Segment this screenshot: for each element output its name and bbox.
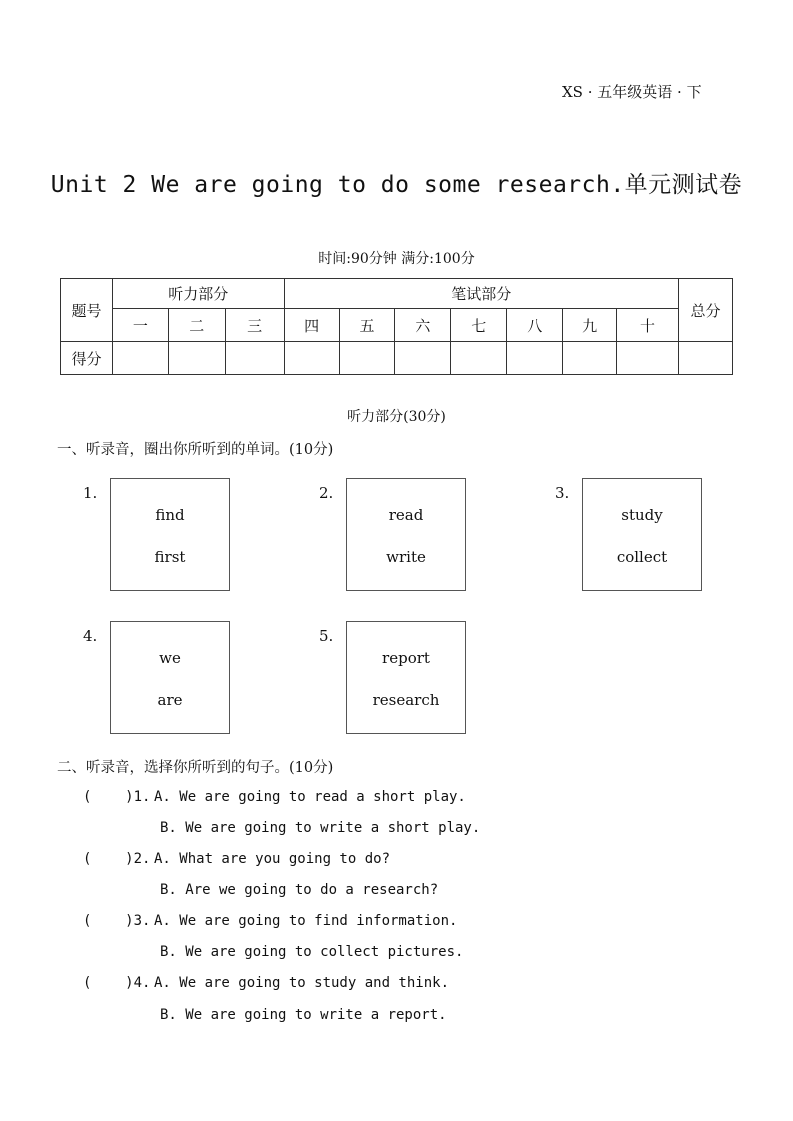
- q1-word-box: [346, 621, 466, 734]
- score-table-score-label: 得分: [61, 342, 113, 375]
- q1-word-option[interactable]: report: [382, 649, 430, 667]
- score-cell[interactable]: [507, 342, 563, 375]
- score-cell[interactable]: [563, 342, 617, 375]
- q1-word-option[interactable]: we: [159, 649, 181, 667]
- listening-section-title: 听力部分(30分): [347, 409, 446, 425]
- q2-answer-bracket[interactable]: ( )2.: [83, 851, 151, 867]
- q1-word-option[interactable]: find: [155, 506, 185, 524]
- score-table-listening-label: 听力部分: [112, 279, 284, 309]
- score-table-col: 七: [451, 309, 507, 342]
- score-table-col: 四: [284, 309, 339, 342]
- q1-word-box: [582, 478, 702, 591]
- score-cell[interactable]: [678, 342, 732, 375]
- q2-option-b: B. We are going to write a report.: [160, 1007, 447, 1023]
- q1-item-number: 1.: [83, 484, 98, 502]
- q1-word-option[interactable]: first: [154, 548, 186, 566]
- score-table-total-label: 总分: [678, 279, 732, 342]
- q1-word-option[interactable]: write: [386, 548, 426, 566]
- score-table-col: 三: [225, 309, 284, 342]
- time-info: 时间:90分钟 满分:100分: [318, 251, 475, 267]
- score-table-col: 一: [112, 309, 168, 342]
- score-table-number-label: 题号: [61, 279, 113, 342]
- q1-word-box: [110, 621, 230, 734]
- score-table-col: 二: [168, 309, 225, 342]
- q2-option-a: A. We are going to read a short play.: [154, 789, 466, 805]
- q2-option-b: B. Are we going to do a research?: [160, 882, 439, 898]
- q2-answer-bracket[interactable]: ( )3.: [83, 913, 151, 929]
- q2-answer-bracket[interactable]: ( )1.: [83, 789, 151, 805]
- q1-item-number: 4.: [83, 627, 98, 645]
- score-table-col: 六: [395, 309, 451, 342]
- q1-word-option[interactable]: research: [372, 691, 440, 709]
- q1-word-option[interactable]: study: [621, 506, 663, 524]
- q1-word-box: [346, 478, 466, 591]
- score-cell[interactable]: [168, 342, 225, 375]
- score-cell[interactable]: [451, 342, 507, 375]
- q2-answer-bracket[interactable]: ( )4.: [83, 975, 151, 991]
- q1-item-number: 5.: [319, 627, 334, 645]
- q2-option-b: B. We are going to write a short play.: [160, 820, 481, 836]
- q1-word-option[interactable]: read: [388, 506, 424, 524]
- q2-option-b: B. We are going to collect pictures.: [160, 944, 464, 960]
- q1-item-number: 3.: [555, 484, 570, 502]
- score-cell[interactable]: [284, 342, 339, 375]
- q2-option-a: A. What are you going to do?: [154, 851, 391, 867]
- q2-option-a: A. We are going to study and think.: [154, 975, 450, 991]
- q1-word-option[interactable]: collect: [616, 548, 668, 566]
- score-table-col: 五: [339, 309, 395, 342]
- q1-item-number: 2.: [319, 484, 334, 502]
- q1-word-box: [110, 478, 230, 591]
- question-1-heading: 一、听录音，圈出你所听到的单词。(10分): [57, 442, 334, 458]
- q1-word-option[interactable]: are: [157, 691, 183, 709]
- score-cell[interactable]: [395, 342, 451, 375]
- score-cell[interactable]: [112, 342, 168, 375]
- header-tag: XS · 五年级英语 · 下: [562, 83, 702, 101]
- question-2-heading: 二、听录音，选择你所听到的句子。(10分): [57, 760, 334, 776]
- page-title: Unit 2 We are going to do some research.单元测试卷: [50, 172, 743, 198]
- score-table-col: 十: [617, 309, 679, 342]
- score-cell[interactable]: [339, 342, 395, 375]
- score-table-writing-label: 笔试部分: [284, 279, 678, 309]
- q2-option-a: A. We are going to find information.: [154, 913, 458, 929]
- score-table: [60, 278, 733, 375]
- score-table-col: 九: [563, 309, 617, 342]
- score-cell[interactable]: [225, 342, 284, 375]
- score-cell[interactable]: [617, 342, 679, 375]
- score-table-col: 八: [507, 309, 563, 342]
